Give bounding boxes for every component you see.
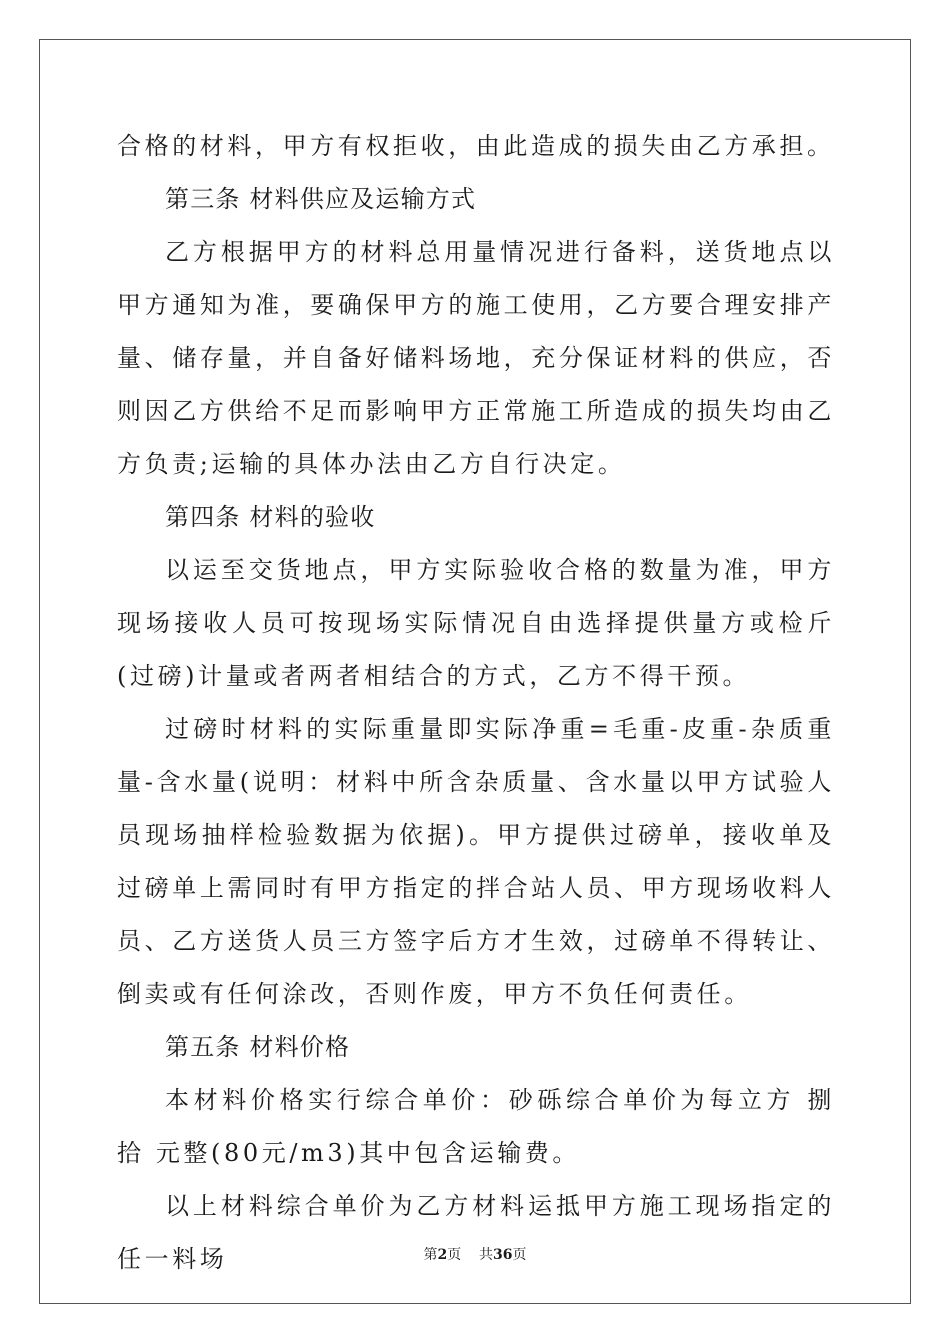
page-prefix: 第: [423, 1247, 438, 1263]
section-heading: 第四条 材料的验收: [165, 503, 376, 531]
paragraph: 以上材料综合单价为乙方材料运抵甲方施工现场指定的任一料场: [117, 1192, 835, 1273]
section-heading: 第三条 材料供应及运输方式: [165, 185, 477, 213]
paragraph: 以运至交货地点，甲方实际验收合格的数量为准，甲方现场接收人员可按现场实际情况自由选择提供量方或检斤(过磅)计量或者两者相结合的方式，乙方不得干预。: [117, 556, 835, 690]
paragraph: 乙方根据甲方的材料总用量情况进行备料，送货地点以甲方通知为准，要确保甲方的施工使用，乙方要合理安排产量、储存量，并自备好储料场地，充分保证材料的供应，否则因乙方供给不足而影响甲方正常施工所造成的损失均由乙方负责;运输的具体办法由乙方自行决定。: [117, 238, 835, 478]
document-body: [117, 120, 835, 1286]
page-footer: [0, 1245, 950, 1265]
paragraph: 合格的材料，甲方有权拒收，由此造成的损失由乙方承担。: [117, 132, 835, 160]
paragraph: 本材料价格实行综合单价：砂砾综合单价为每立方 捌拾 元整(80元/m3)其中包含运输费。: [117, 1086, 835, 1167]
total-suffix: 页: [512, 1247, 527, 1263]
section-heading: 第五条 材料价格: [165, 1033, 351, 1061]
page-number: 2: [437, 1247, 448, 1263]
page-suffix: 页: [447, 1247, 462, 1263]
total-prefix: 共: [479, 1247, 494, 1263]
paragraph: 过磅时材料的实际重量即实际净重=毛重-皮重-杂质重量-含水量(说明：材料中所含杂质量、含水量以甲方试验人员现场抽样检验数据为依据)。甲方提供过磅单，接收单及过磅单上需同时有甲方指定的拌合站人员、甲方现场收料人员、乙方送货人员三方签字后方才生效，过磅单不得转让、倒卖或有任何涂改，否则作废，甲方不负任何责任。: [117, 715, 835, 1008]
total-pages: 36: [493, 1247, 513, 1263]
